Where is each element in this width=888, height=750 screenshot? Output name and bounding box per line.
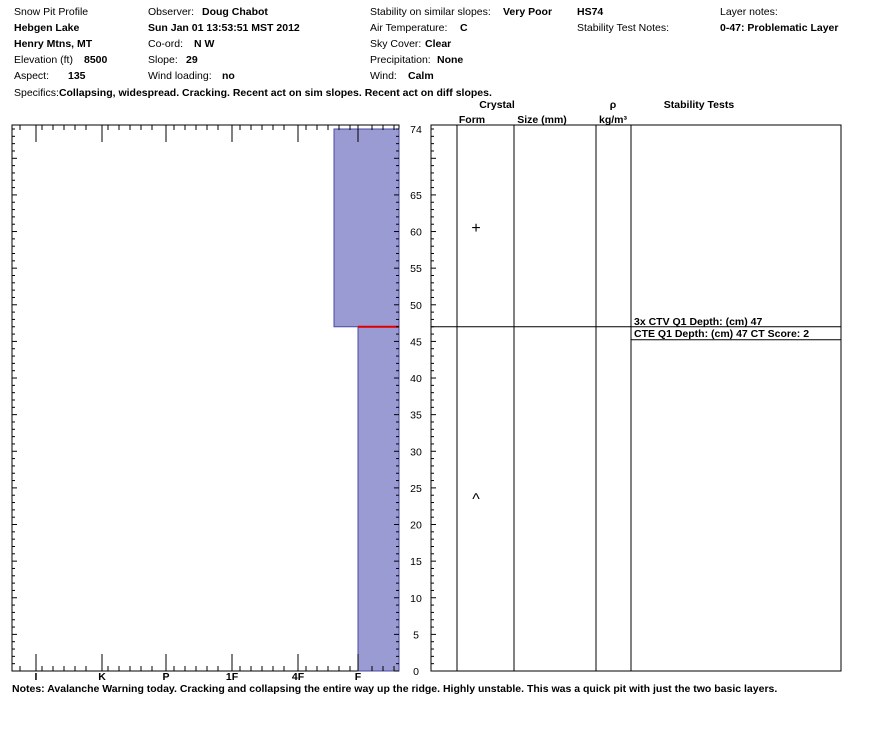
layer-notes-label: Layer notes: <box>720 6 778 18</box>
depth-tick-label: 25 <box>410 482 422 495</box>
depth-tick-label: 5 <box>413 629 419 642</box>
range: Henry Mtns, MT <box>14 38 93 50</box>
profile-title: Snow Pit Profile <box>14 6 89 18</box>
air-temp-label: Air Temperature: <box>370 22 448 34</box>
crystal-form-symbol-1: ^ <box>472 490 480 508</box>
depth-tick-label: 35 <box>410 409 422 422</box>
crystal-header: Crystal <box>479 99 515 111</box>
notes: Notes: Avalanche Warning today. Cracking and collapsing the entire way up the ridge. Highly unstable. This was a quick pit with just the two basic layers. <box>12 683 778 695</box>
stability-label: Stability on similar slopes: <box>370 6 491 18</box>
specifics-value: Collapsing, widespread. Cracking. Recent act on sim slopes. Recent act on diff slopes. <box>58 87 492 99</box>
datetime: Sun Jan 01 13:53:51 MST 2012 <box>148 22 300 34</box>
layer-table-frame <box>431 125 841 671</box>
size-header: Size (mm) <box>517 114 567 126</box>
hardness-label-I: I <box>34 671 38 680</box>
sky-label: Sky Cover: <box>370 38 422 50</box>
layer-bar-1 <box>358 327 399 671</box>
specifics-label: Specifics: <box>14 87 59 99</box>
density-symbol: ρ <box>609 99 617 111</box>
depth-tick-label: 40 <box>410 373 422 386</box>
hardness-label-P: P <box>162 671 170 680</box>
wind-label: Wind: <box>370 70 397 82</box>
hardness-label-F: F <box>354 671 362 680</box>
depth-tick-label: 60 <box>410 226 422 239</box>
stability-value: Very Poor <box>503 6 553 18</box>
depth-tick-label: 10 <box>410 592 422 605</box>
crystal-form-symbol-0: + <box>471 219 481 237</box>
observer-label: Observer: <box>148 6 195 18</box>
hardness-label-K: K <box>98 671 106 680</box>
coord-value: N W <box>194 38 215 50</box>
depth-tick-label: 45 <box>410 336 422 349</box>
aspect-value: 135 <box>68 70 86 82</box>
depth-tick-label: 74 <box>410 124 422 136</box>
depth-tick-label: 20 <box>410 519 422 532</box>
aspect-label: Aspect: <box>14 70 50 82</box>
depth-tick-label: 30 <box>410 446 422 459</box>
depth-tick-label: 65 <box>410 189 422 202</box>
depth-tick-label: 55 <box>410 263 422 276</box>
hardness-label-1F: 1F <box>225 671 239 680</box>
observer-value: Doug Chabot <box>202 6 268 18</box>
wind-loading-value: no <box>222 70 235 82</box>
location: Hebgen Lake <box>14 22 80 34</box>
stability-notes-label: Stability Test Notes: <box>577 22 670 34</box>
layer-bars <box>334 129 399 671</box>
precip-value: None <box>437 54 464 66</box>
air-temp-value: C <box>460 22 468 34</box>
precip-label: Precipitation: <box>370 54 431 66</box>
stability-tests-header: Stability Tests <box>663 99 735 111</box>
stability-test-1: CTE Q1 Depth: (cm) 47 CT Score: 2 <box>634 327 810 340</box>
elevation-label: Elevation (ft) <box>14 54 73 66</box>
layer-notes-value: 0-47: Problematic Layer <box>720 22 839 34</box>
depth-tick-label: 0 <box>413 666 419 678</box>
depth-tick-label: 50 <box>410 299 422 312</box>
layer-bar-0 <box>334 129 399 327</box>
stability-test-0: 3x CTV Q1 Depth: (cm) 47 <box>634 315 763 328</box>
wind-loading-label: Wind loading: <box>148 70 212 82</box>
density-unit: kg/m³ <box>598 114 628 126</box>
slope-value: 29 <box>186 54 198 66</box>
snow-height: HS74 <box>577 6 604 18</box>
layer-table <box>431 220 841 508</box>
slope-label: Slope: <box>148 54 178 66</box>
depth-tick-label: 15 <box>410 556 422 569</box>
hardness-label-4F: 4F <box>291 671 305 680</box>
wind-value: Calm <box>408 70 434 82</box>
elevation-value: 8500 <box>84 54 108 66</box>
form-header: Form <box>458 114 486 126</box>
coord-label: Co-ord: <box>148 38 184 50</box>
sky-value: Clear <box>425 38 452 50</box>
